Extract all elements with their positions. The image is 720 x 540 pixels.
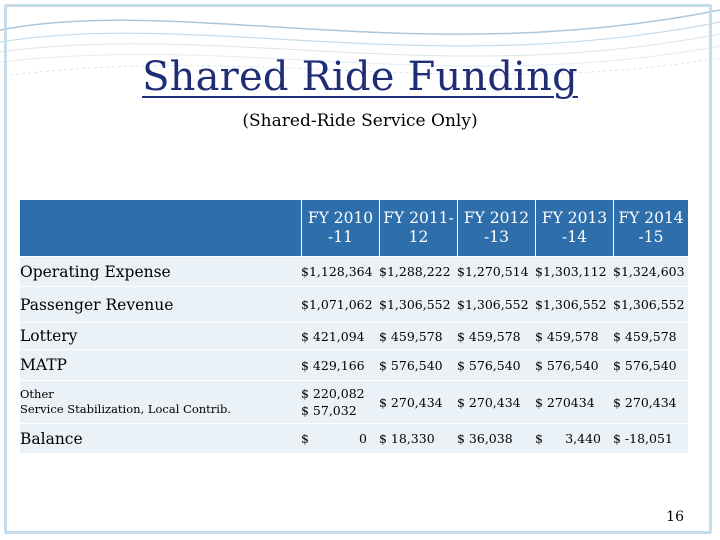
header-corner xyxy=(20,200,301,256)
table-row xyxy=(20,423,688,453)
cell-value: $1,270,514 xyxy=(457,256,535,286)
header-fy2012: FY 2012 -13 xyxy=(457,200,535,256)
funding-table xyxy=(20,200,688,453)
cell-value-line2: $ 57,032 xyxy=(301,403,357,418)
table-row xyxy=(20,256,688,286)
cell-value: $ 459,578 xyxy=(379,322,457,349)
page-number: 16 xyxy=(666,509,684,525)
cell-value: $1,324,603 xyxy=(613,256,688,286)
cell-value: $ 270,434 xyxy=(457,380,535,423)
cell-value: $ 3,440 xyxy=(535,423,613,453)
row-label-matp: MATP xyxy=(20,349,301,380)
row-label-other-line2: Service Stabilization, Local Contrib. xyxy=(20,402,231,416)
table-row xyxy=(20,286,688,322)
cell-value: $1,306,552 xyxy=(613,286,688,322)
cell-value: $ 459,578 xyxy=(457,322,535,349)
row-label-lottery: Lottery xyxy=(20,322,301,349)
cell-value: $ 18,330 xyxy=(379,423,457,453)
row-label-other xyxy=(20,380,301,423)
cell-value: $ -18,051 xyxy=(613,423,688,453)
cell-value: $ 576,540 xyxy=(613,349,688,380)
header-fy2010: FY 2010 -11 xyxy=(301,200,379,256)
cell-value: $ 36,038 xyxy=(457,423,535,453)
cell-value: $ 270,434 xyxy=(379,380,457,423)
cell-value: $ 459,578 xyxy=(535,322,613,349)
cell-value: $ 421,094 xyxy=(301,322,379,349)
header-fy2014: FY 2014 -15 xyxy=(613,200,688,256)
cell-value: $1,288,222 xyxy=(379,256,457,286)
cell-value: $ 0 xyxy=(301,423,379,453)
cell-value: $1,303,112 xyxy=(535,256,613,286)
row-label-balance: Balance xyxy=(20,423,301,453)
cell-value: $ 576,540 xyxy=(379,349,457,380)
header-fy2013: FY 2013 -14 xyxy=(535,200,613,256)
cell-value: $ 576,540 xyxy=(535,349,613,380)
table-row xyxy=(20,349,688,380)
row-label-passenger-revenue: Passenger Revenue xyxy=(20,286,301,322)
header-fy2011: FY 2011- 12 xyxy=(379,200,457,256)
cell-value: $1,306,552 xyxy=(457,286,535,322)
slide-title: Shared Ride Funding xyxy=(142,54,578,100)
cell-value-line1: $ 220,082 xyxy=(301,386,365,401)
cell-value: $ 270434 xyxy=(535,380,613,423)
cell-value: $ 459,578 xyxy=(613,322,688,349)
cell-value: $1,306,552 xyxy=(535,286,613,322)
cell-value: $ 270,434 xyxy=(613,380,688,423)
table-row xyxy=(20,322,688,349)
slide-subtitle: (Shared-Ride Service Only) xyxy=(242,111,478,131)
row-label-operating-expense: Operating Expense xyxy=(20,256,301,286)
cell-value: $1,071,062 xyxy=(301,286,379,322)
cell-value: $1,306,552 xyxy=(379,286,457,322)
table-row xyxy=(20,380,688,423)
cell-value xyxy=(301,380,379,423)
cell-value: $ 576,540 xyxy=(457,349,535,380)
cell-value: $1,128,364 xyxy=(301,256,379,286)
cell-value: $ 429,166 xyxy=(301,349,379,380)
table-header-row xyxy=(20,200,688,256)
row-label-other-line1: Other xyxy=(20,387,54,401)
